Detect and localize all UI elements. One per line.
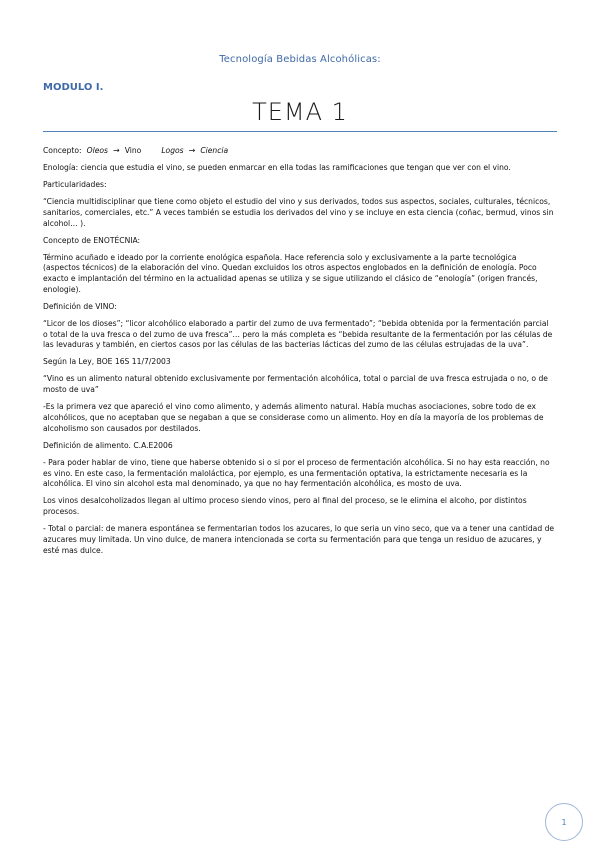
paragraph: Término acuñado e ideado por la corriente enológica española. Hace referencia solo y exclusivamente a la parte tecnológica (aspectos técnicos) de la elaboración del vino. Quedan excluidos los otros aspectos englobados en la definición de enología. Poco exacto e implantación del término en la actualidad apenas se utiliza y se sigue utilizando el clásico de “enología” (origen francés, enologie). [43, 252, 538, 294]
module-label: MODULO I. [43, 82, 104, 93]
paragraph: Definición de alimento. C.A.E2006 [43, 440, 173, 450]
document-body [43, 146, 555, 563]
paragraph: -Es la primera vez que apareció el vino como alimento, y además alimento natural. Había muchas asociaciones, sobre todo de ex alcohólicos, que no aceptaban que se negaban a que se considerase como un alimento. Hoy en día la mayoría de los problemas de alcoholismo son causados por destilados. [43, 402, 544, 433]
paragraph: Concepto de ENOTÉCNIA: [43, 235, 141, 245]
tema-heading: TEMA 1 [252, 98, 348, 126]
concept-item: Oleos [86, 146, 108, 155]
paragraph: “Ciencia multidisciplinar que tiene como objeto el estudio del vino y sus derivados, todos sus aspectos, sociales, culturales, técnicos, sanitarios, comerciales, etc.” A veces también se estudia los derivados del vino y se incluye en esta ciencia (coñac, bermud, vinos sin alcohol… ). [43, 196, 554, 228]
concept-item: Vino [124, 146, 142, 155]
paragraph: - Total o parcial: de manera espontánea se fermentarian todos los azucares, lo que seria un vino seco, que va a tener una cantidad de azucares muy limitada. Un vino dulce, de manera intencionada se corta su fermentación para que tenga un residuo de azucares, y esté mas dulce. [43, 524, 555, 555]
paragraph: Particularidades: [43, 179, 107, 189]
paragraph: “Vino es un alimento natural obtenido exclusivamente por fermentación alcohólica, total o parcial de uva fresca estrujada o no, o de mosto de uva” [43, 374, 548, 395]
paragraph: - Para poder hablar de vino, tiene que haberse obtenido si o si por el proceso de fermentación alcohólica. Si no hay esta reacción, no es vino. En este caso, la fermentación maloláctica, por ejemplo, es una fermentación optativa, la estrictamente necesaria es la alcohólica. El vino sin alcohol esta mal denominado, ya que no hay fermentación alcohólica, es mosto de uva. [43, 457, 550, 489]
arrow-icon: → [188, 146, 196, 155]
page-number-badge: 1 [545, 803, 583, 841]
concept-item: Ciencia [200, 146, 229, 155]
arrow-icon: → [113, 146, 120, 155]
concept-line [43, 146, 555, 157]
paragraph: Definición de VINO: [43, 301, 117, 311]
document-title: Tecnología Bebidas Alcohólicas: [219, 54, 381, 65]
paragraph: Según la Ley, BOE 16S 11/7/2003 [43, 357, 171, 367]
paragraph: “Licor de los dioses”; “licor alcohólico elaborado a partir del zumo de uva fermentado”; “bebida obtenida por la fermentación parcial o total de la uva fresca o del zumo de uva fresca”… pero la más completa es “bebida resultante de la fermentación por las células de las levaduras y también, en ciertos casos por las células de las bacterias lácticas del zumo de las células estrujadas de la uva”. [43, 318, 553, 350]
paragraph: Enología: ciencia que estudia el vino, se pueden enmarcar en ella todas las ramificaciones que tengan que ver con el vino. [43, 162, 511, 172]
heading-rule [43, 131, 557, 132]
paragraph: Los vinos desalcoholizados llegan al ultimo proceso siendo vinos, pero al final del proceso, se le elimina el alcoho, por distintos procesos. [43, 496, 527, 517]
concept-item: Logos [161, 146, 184, 155]
concept-label: Concepto: [43, 146, 82, 155]
